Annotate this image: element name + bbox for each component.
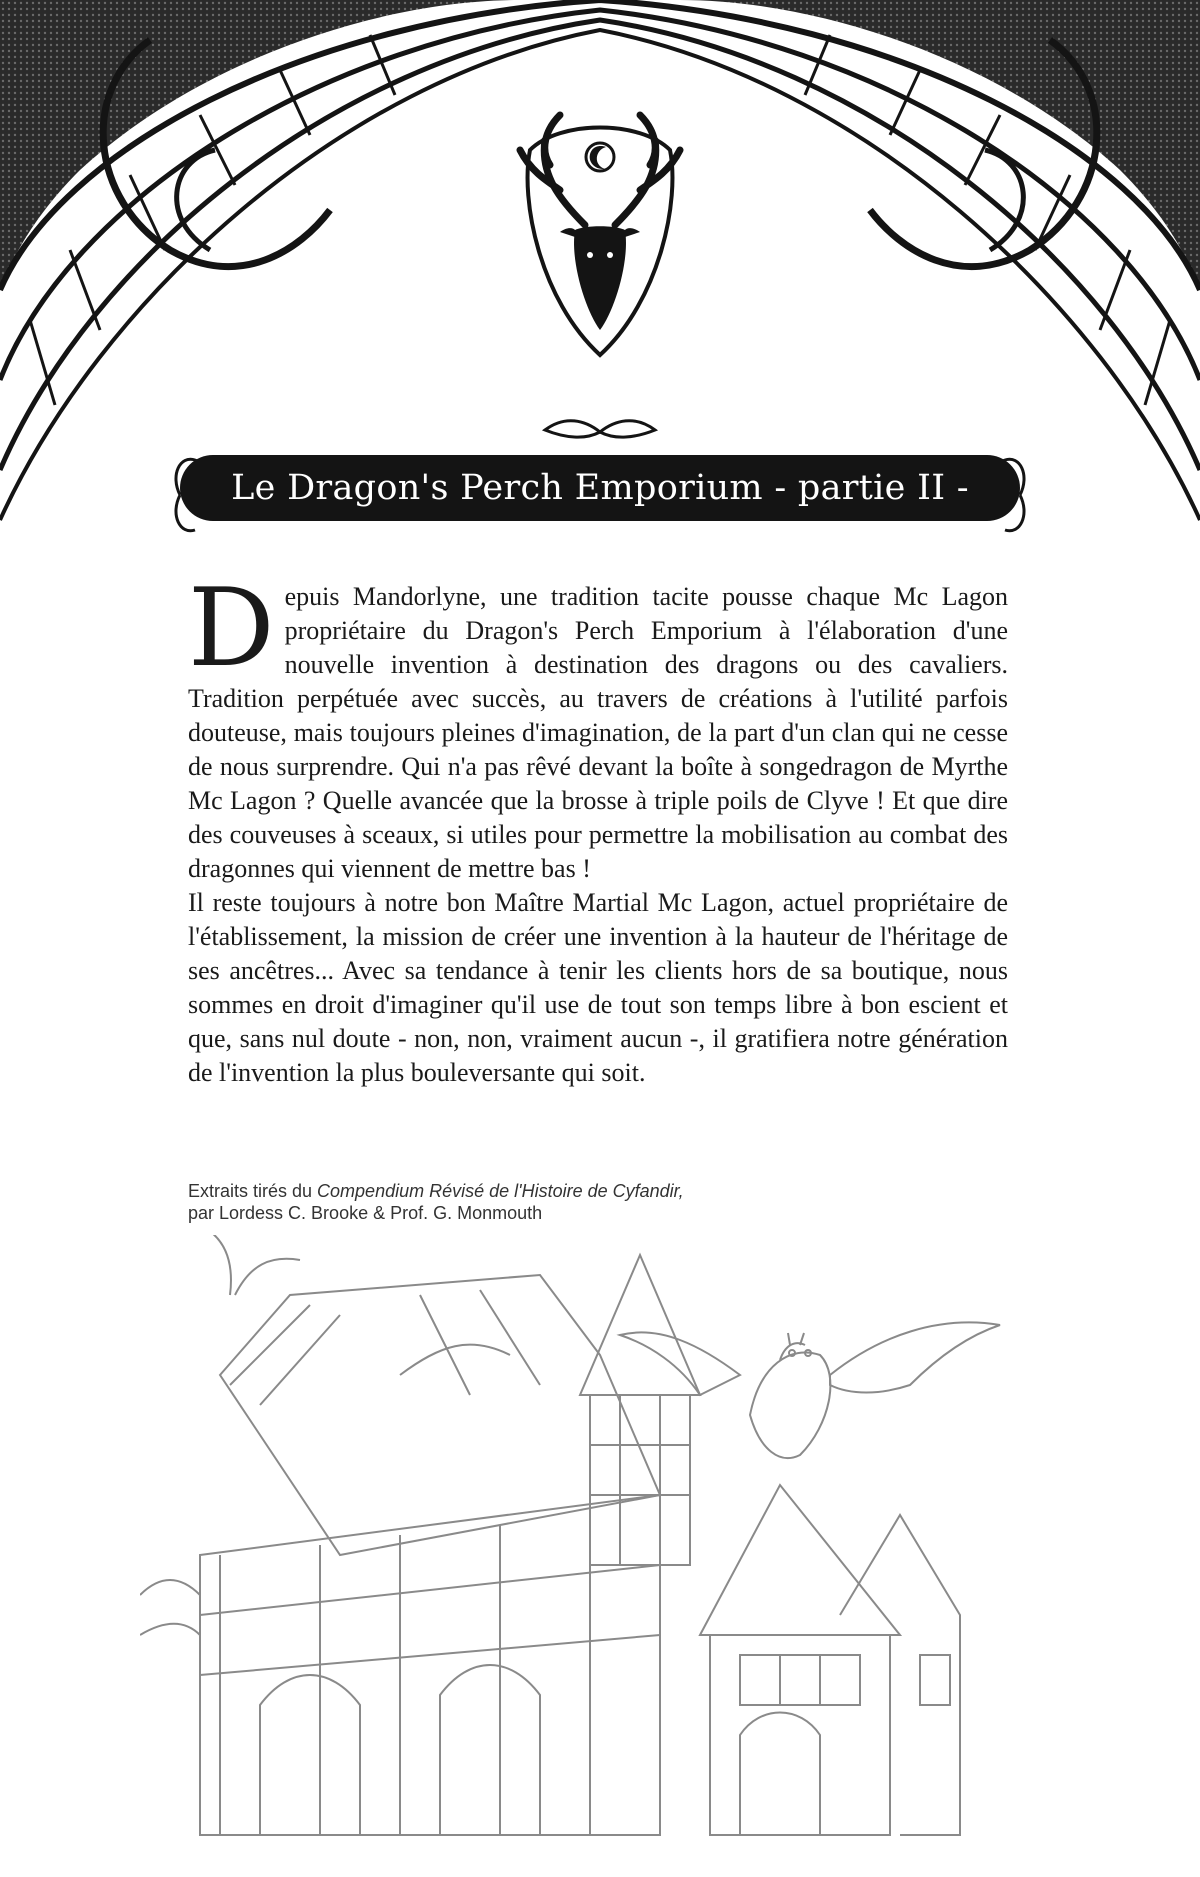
paragraph-1 bbox=[188, 566, 1008, 886]
credits-book-title: Compendium Révisé de l'Histoire de Cyfandir, bbox=[317, 1181, 684, 1201]
article-body bbox=[188, 566, 1008, 1090]
source-credits bbox=[188, 1180, 1008, 1224]
page-title: Le Dragon's Perch Emporium - partie II - bbox=[231, 468, 969, 508]
paragraph-1-text: epuis Mandorlyne, une tradition tacite pousse chaque Mc Lagon propriétaire du Dragon's Perch Emporium à l'élaboration d'une nouvelle invention à destination des dragons ou des cavaliers. Tradition perpétuée avec succès, au travers de créations à l'utilité parfois douteuse, mais toujours pleines d'imagination, de la part d'un clan qui ne cesse de nous surprendre. Qui n'a pas rêvé devant la boîte à songedragon de Myrthe Mc Lagon ? Quelle avancée que la brosse à triple poils de Clyve ! Et que dire des couveuses à sceaux, si utiles pour permettre la mobilisation au combat des dragonnes qui viennent de mettre bas ! bbox=[188, 582, 1008, 883]
drop-cap: D bbox=[188, 566, 275, 691]
credits-authors: par Lordess C. Brooke & Prof. G. Monmouth bbox=[188, 1203, 543, 1223]
credits-prefix: Extraits tirés du bbox=[188, 1181, 318, 1201]
title-banner bbox=[180, 455, 1020, 521]
emporium-building-sketch-icon bbox=[140, 1235, 1040, 1855]
stag-moon-crest-icon bbox=[520, 115, 680, 355]
paragraph-2: Il reste toujours à notre bon Maître Martial Mc Lagon, actuel propriétaire de l'établissement, la mission de créer une invention à la hauteur de l'héritage de ses ancêtres... Avec sa tendance à tenir les clients hors de sa boutique, nous sommes en droit d'imaginer qu'il use de tout son temps libre à bon escient et que, sans nul doute - non, non, vraiment aucun -, il gratifiera notre génération de l'invention la plus bouleversante qui soit. bbox=[188, 888, 1008, 1087]
